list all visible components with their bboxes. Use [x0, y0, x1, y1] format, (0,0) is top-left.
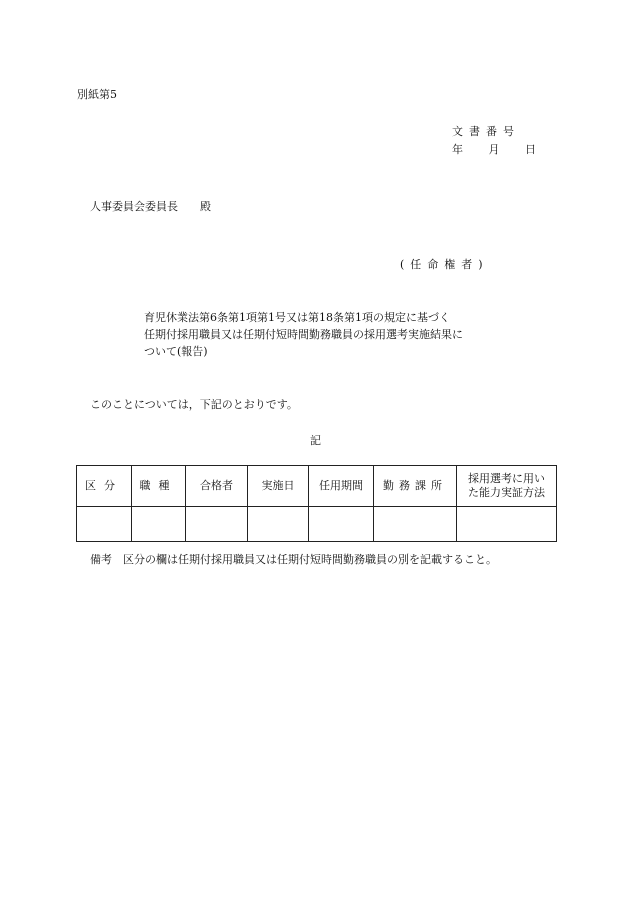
subject-line-1: 育児休業法第6条第1項第1号又は第18条第1項の規定に基づく — [144, 311, 450, 324]
table-header-row — [77, 466, 557, 507]
header-workplace: 勤務課所 — [374, 466, 457, 507]
ki-label: 記 — [310, 434, 321, 447]
cell-job-type — [132, 507, 186, 542]
header-ability-line-1: 採用選考に用い — [468, 472, 545, 485]
note: 備考 区分の欄は任期付採用職員又は任期付短時間勤務職員の別を記載すること。 — [90, 553, 497, 566]
body-text: このことについては，下記のとおりです。 — [90, 398, 298, 411]
header-category: 区分 — [77, 466, 132, 507]
subject-line-2: 任期付採用職員又は任期付短時間勤務職員の採用選考実施結果に — [144, 328, 463, 341]
header-successful-applicants: 合格者 — [186, 466, 248, 507]
form-number: 別紙第5 — [77, 88, 117, 101]
header-job-type: 職種 — [132, 466, 186, 507]
table-row — [77, 507, 557, 542]
cell-category — [77, 507, 132, 542]
addressee: 人事委員会委員長 殿 — [90, 200, 211, 213]
report-table — [76, 465, 557, 542]
header-implementation-date: 実施日 — [248, 466, 309, 507]
header-ability-line-2: た能力実証方法 — [468, 486, 545, 499]
document-date-label: 年 月 日 — [452, 143, 537, 156]
cell-ability-verification-method — [457, 507, 557, 542]
cell-workplace — [374, 507, 457, 542]
cell-appointment-period — [309, 507, 374, 542]
cell-successful-applicants — [186, 507, 248, 542]
cell-implementation-date — [248, 507, 309, 542]
header-appointment-period: 任用期間 — [309, 466, 374, 507]
appointer-label: (任命権者) — [400, 258, 489, 271]
subject-line-3: ついて(報告) — [144, 345, 208, 358]
header-ability-verification-method — [457, 466, 557, 507]
subject — [144, 309, 504, 360]
document-number-label: 文書番号 — [452, 125, 520, 138]
